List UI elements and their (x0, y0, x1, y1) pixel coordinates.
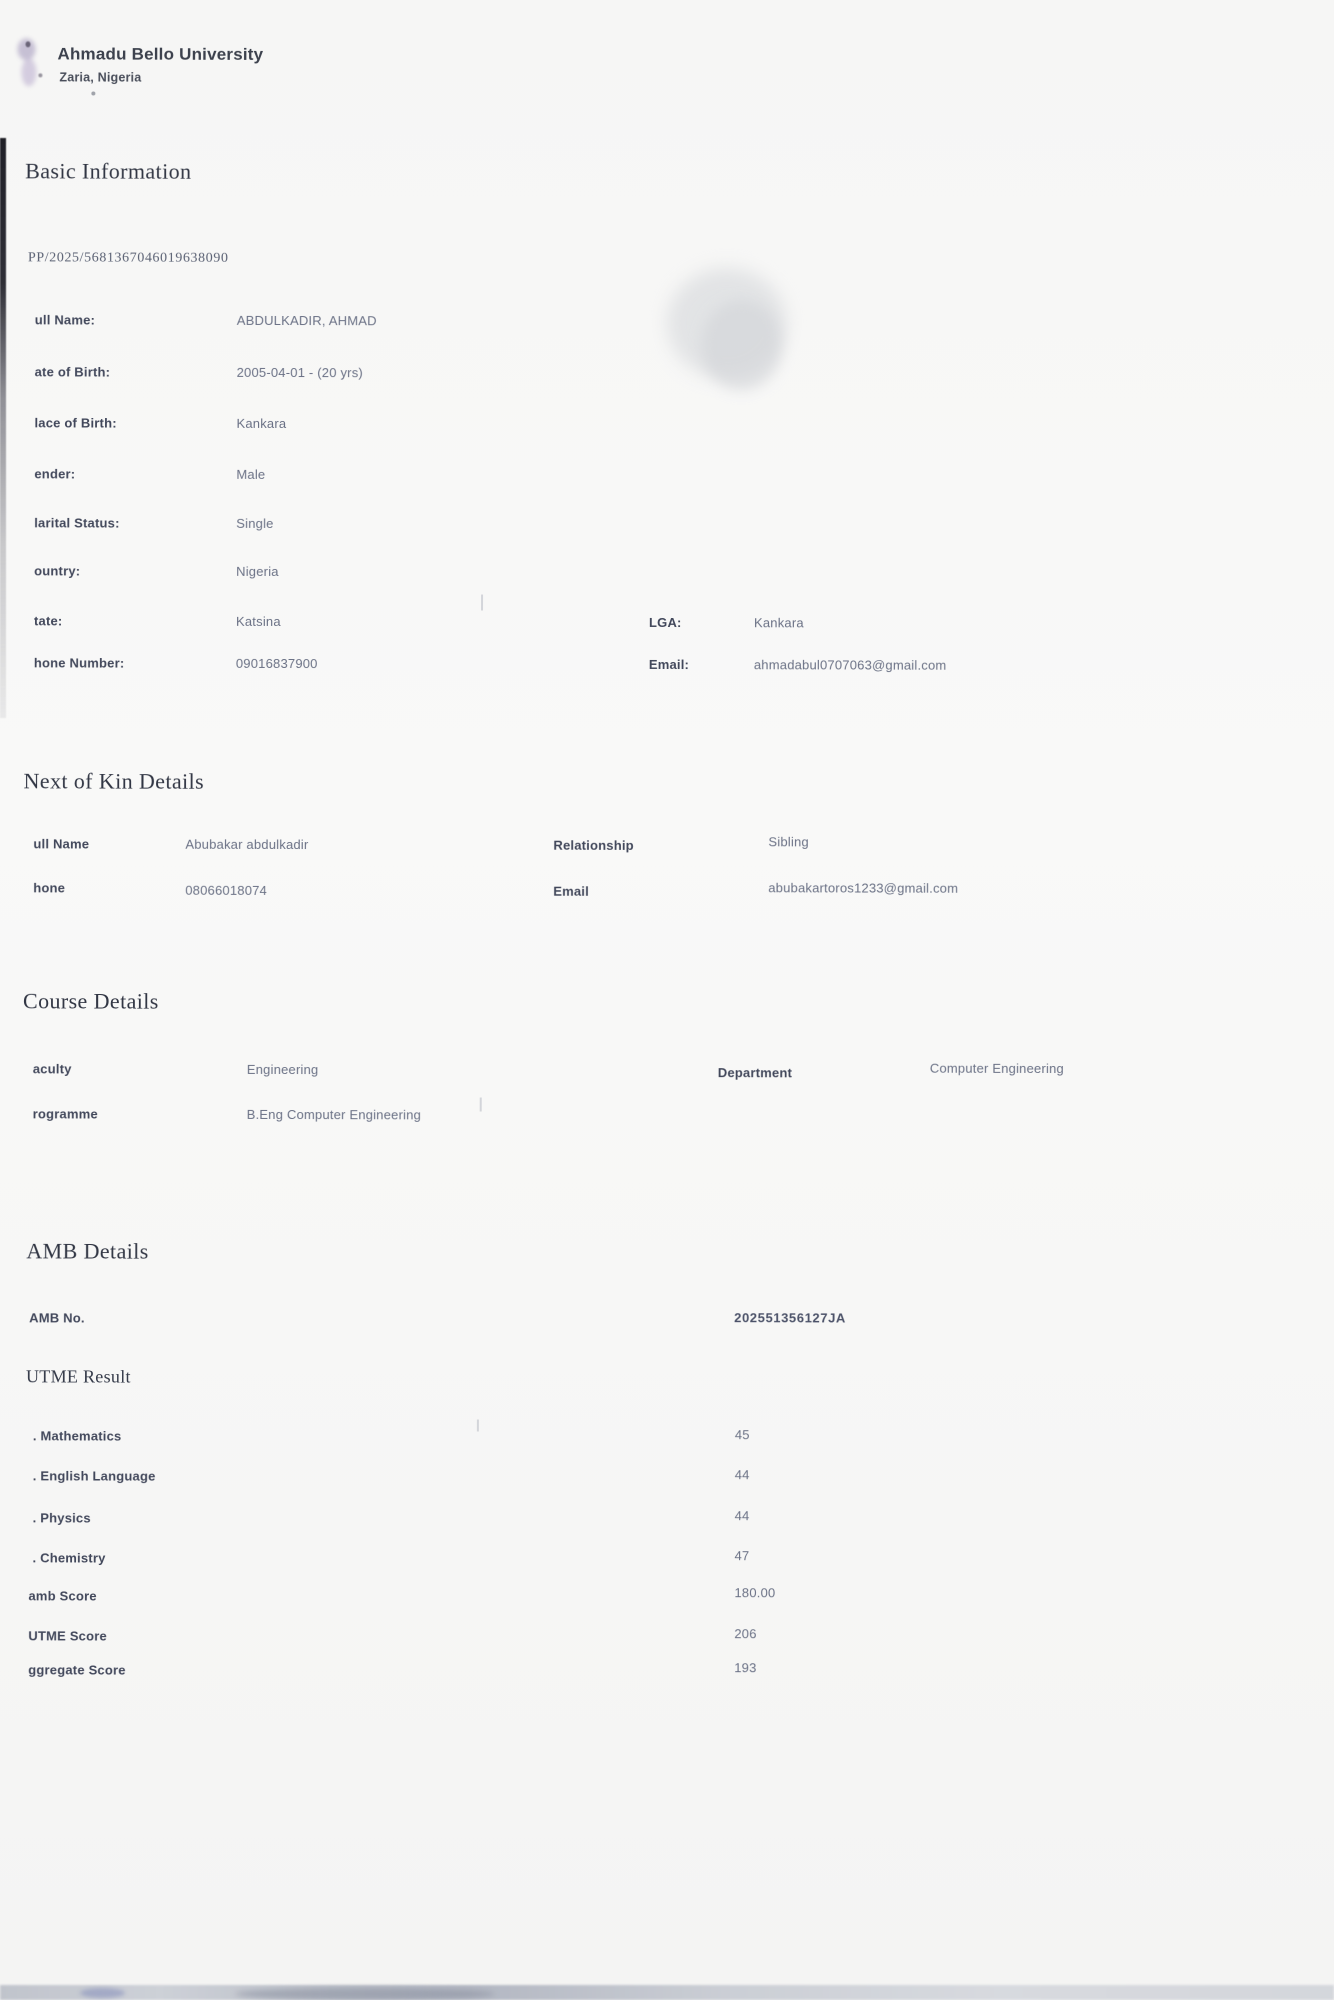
nok-full-name-label: ull Name (33, 836, 90, 852)
utme-result-heading: UTME Result (25, 1366, 131, 1387)
gender-label: ender: (34, 466, 76, 482)
section-heading-next-of-kin: Next of Kin Details (23, 768, 205, 794)
full-name-label: ull Name: (34, 312, 96, 328)
section-heading-jamb-details: AMB Details (26, 1238, 149, 1264)
phone-number-value: 09016837900 (235, 655, 318, 672)
subject-mathematics-label: . Mathematics (32, 1428, 122, 1444)
gender-value: Male (236, 466, 266, 482)
lga-value: Kankara (753, 615, 804, 631)
stray-dot (91, 91, 95, 95)
fold-mark-2 (480, 1098, 482, 1112)
country-label: ountry: (34, 563, 81, 579)
nok-relationship-value: Sibling (768, 834, 809, 850)
section-heading-course-details: Course Details (22, 988, 159, 1014)
subject-physics-score: 44 (734, 1508, 750, 1524)
scan-bottom-edge (0, 1985, 1334, 2000)
scan-bottom-dark-smudge (235, 1988, 495, 2000)
jamb-no-value: 202551356127JA (734, 1310, 846, 1326)
lga-label: LGA: (648, 614, 682, 631)
scan-bottom-blue-patch (80, 1988, 125, 1998)
subject-english-label: . English Language (32, 1468, 156, 1484)
utme-score-label: UTME Score (28, 1628, 107, 1644)
country-value: Nigeria (236, 563, 279, 579)
fold-mark-3 (477, 1420, 479, 1432)
university-name: Ahmadu Bello University (57, 44, 264, 64)
date-of-birth-value: 2005-04-01 - (20 yrs) (236, 364, 363, 381)
aggregate-score-label: ggregate Score (28, 1662, 126, 1678)
state-value: Katsina (235, 613, 281, 629)
email-value: ahmadabul0707063@gmail.com (753, 657, 947, 673)
nok-full-name-value: Abubakar abdulkadir (185, 836, 309, 853)
logo-dot (25, 41, 30, 47)
subject-english-score: 44 (734, 1467, 750, 1483)
jamb-no-label: AMB No. (29, 1310, 85, 1326)
subject-chemistry-label: . Chemistry (32, 1550, 106, 1566)
jamb-score-value: 180.00 (734, 1585, 776, 1601)
nok-relationship-label: Relationship (553, 837, 634, 853)
fold-mark (481, 595, 483, 611)
watermark-smudge-2 (702, 300, 782, 390)
section-heading-basic-information: Basic Information (25, 158, 192, 184)
scan-left-edge (0, 138, 6, 718)
aggregate-score-value: 193 (734, 1660, 757, 1676)
nok-email-label: Email (553, 883, 589, 899)
university-logo-lower (21, 58, 36, 86)
place-of-birth-value: Kankara (236, 415, 287, 432)
nok-phone-label: hone (33, 880, 66, 896)
nok-email-value: abubakartoros1233@gmail.com (768, 880, 959, 896)
university-location: Zaria, Nigeria (59, 70, 142, 85)
application-reference: PP/2025/5681367046019638090 (27, 250, 229, 266)
jamb-score-label: amb Score (28, 1588, 97, 1604)
subject-mathematics-score: 45 (734, 1427, 750, 1443)
programme-label: rogramme (32, 1106, 98, 1122)
subject-chemistry-score: 47 (734, 1548, 750, 1564)
full-name-value: ABDULKADIR, AHMAD (236, 312, 377, 329)
faculty-label: aculty (32, 1061, 72, 1077)
marital-status-value: Single (236, 515, 274, 531)
date-of-birth-label: ate of Birth: (34, 364, 111, 380)
phone-number-label: hone Number: (33, 655, 125, 671)
department-value: Computer Engineering (929, 1060, 1064, 1077)
nok-phone-value: 08066018074 (185, 882, 268, 898)
subject-physics-label: . Physics (32, 1510, 91, 1526)
email-label: Email: (648, 656, 690, 673)
marital-status-label: larital Status: (34, 515, 120, 531)
logo-dot-2 (38, 73, 42, 77)
faculty-value: Engineering (246, 1061, 319, 1078)
place-of-birth-label: lace of Birth: (34, 415, 117, 431)
utme-score-value: 206 (734, 1626, 757, 1642)
department-label: Department (717, 1065, 793, 1081)
state-label: tate: (33, 613, 63, 629)
programme-value: B.Eng Computer Engineering (246, 1106, 422, 1123)
